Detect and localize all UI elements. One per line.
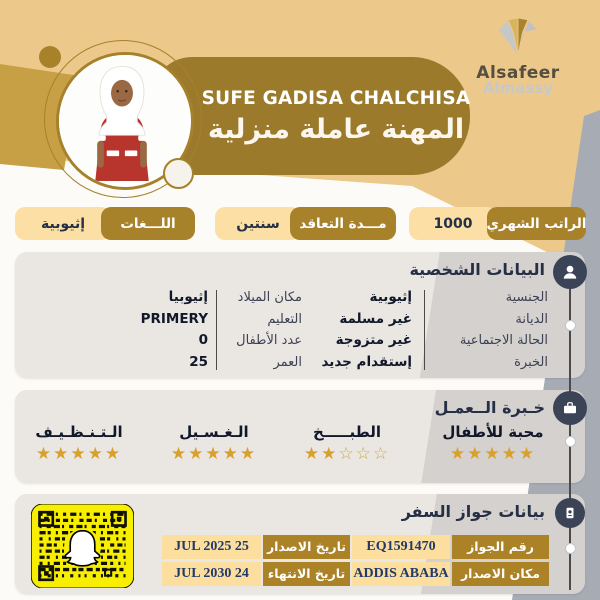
snapchat-qr-code — [31, 504, 134, 588]
passport-value-cell: 24 JUL 2030 — [162, 562, 261, 586]
skill-item — [13, 423, 145, 464]
passport-table — [162, 535, 549, 586]
passport-label-cell: تاريخ الاصدار — [263, 535, 350, 559]
diamond-icon — [489, 16, 547, 58]
personal-section-title: البيانات الشخصية — [409, 260, 545, 279]
field-label: الديانة — [515, 311, 548, 327]
timeline-dot — [565, 436, 576, 447]
skill-stars: ★★★★★ — [35, 444, 123, 464]
skill-name: الطبـــــخ — [313, 423, 381, 441]
field-value: PRIMERY — [140, 310, 208, 327]
languages-pill — [15, 207, 195, 240]
skill-name: محبة للأطفال — [442, 423, 544, 441]
brand-logo — [458, 16, 578, 97]
field-label: الخبرة — [514, 354, 548, 370]
field-label: الحالة الاجتماعية — [459, 333, 548, 348]
field-label: الجنسية — [505, 290, 548, 305]
person-icon — [553, 255, 587, 289]
salary-label: الراتب الشهري — [487, 207, 586, 240]
orbit-dot-white — [163, 158, 194, 189]
skill-item — [148, 423, 280, 464]
field-value: 25 — [189, 353, 208, 370]
field-value: غير متزوجة — [335, 332, 412, 348]
passport-value-cell: ADDIS ABABA — [352, 562, 450, 586]
field-label: عدد الأطفال — [236, 333, 302, 348]
field-label: مكان الميلاد — [237, 290, 302, 305]
brand-name: Alsafeer — [476, 63, 560, 83]
timeline-dot — [565, 320, 576, 331]
personal-labels-left — [224, 287, 302, 373]
field-label: التعليم — [267, 311, 302, 327]
field-value: إثيوبيا — [168, 289, 208, 305]
passport-section-title: بيانات جواز السفر — [401, 502, 545, 521]
brand-subname: Almassy — [482, 79, 554, 97]
divider — [424, 290, 425, 370]
skill-stars: ★★★★★ — [449, 444, 537, 464]
briefcase-icon — [553, 391, 587, 425]
profession-title: المهنة عاملة منزلية — [207, 113, 465, 145]
skill-item — [427, 423, 559, 464]
contract-value: سنتين — [215, 207, 301, 240]
skill-stars: ★★☆☆☆ — [303, 444, 391, 464]
passport-value-cell: 25 JUL 2025 — [162, 535, 261, 559]
passport-icon — [555, 498, 585, 528]
passport-label-cell: مكان الاصدار — [452, 562, 549, 586]
passport-label-cell: تاريخ الانتهاء — [263, 562, 350, 586]
field-value: إستقدام جديد — [321, 353, 412, 370]
personal-values-left — [90, 287, 208, 373]
contract-pill — [215, 207, 396, 240]
salary-value: 1000 — [409, 207, 497, 240]
field-value: إثيوبية — [369, 289, 412, 305]
contract-label: مـــدة التعاقد — [290, 207, 396, 240]
skill-name: الـغـسـيل — [179, 423, 249, 441]
worker-name: SUFE GADISA CHALCHISA — [201, 87, 471, 109]
skill-item — [281, 423, 413, 464]
languages-value: إثيوبية — [15, 207, 111, 240]
passport-label-cell: رقم الجواز — [452, 535, 549, 559]
languages-label: اللـــغات — [101, 207, 195, 240]
orbit-dot-gold — [39, 46, 61, 68]
timeline-dot — [565, 543, 576, 554]
field-value: 0 — [198, 332, 208, 348]
skill-name: الـتـنـظـيـف — [35, 423, 123, 441]
personal-labels-right — [430, 287, 548, 373]
experience-section-title: خـبرة الــعمـل — [434, 398, 545, 417]
salary-pill — [409, 207, 586, 240]
skill-stars: ★★★★★ — [170, 444, 258, 464]
passport-value-cell: EQ1591470 — [352, 535, 450, 559]
divider — [216, 290, 217, 370]
field-value: غير مسلمة — [339, 310, 412, 327]
field-label: العمر — [273, 354, 302, 370]
